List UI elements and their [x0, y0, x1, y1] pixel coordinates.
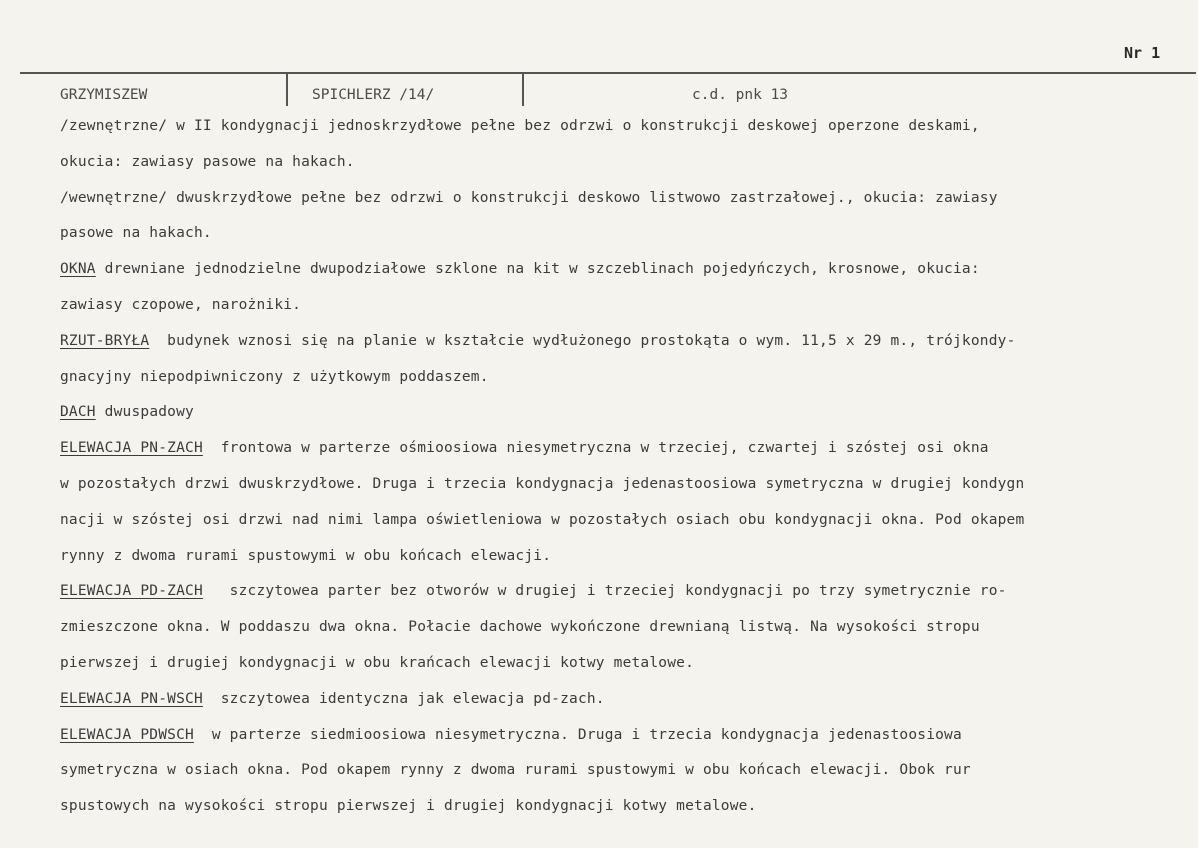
text-line	[60, 476, 1024, 492]
text-line	[60, 548, 551, 564]
line-text: okucia: zawiasy pasowe na hakach.	[60, 153, 355, 170]
section-label: ELEWACJA PD-ZACH	[60, 583, 203, 600]
line-text: pasowe na hakach.	[60, 225, 212, 242]
section-label: OKNA	[60, 261, 96, 278]
section-label: DACH	[60, 404, 96, 421]
text-line	[60, 118, 980, 134]
text-line	[60, 190, 998, 206]
line-text: frontowa w parterze ośmioosiowa niesymetryczna w trzeciej, czwartej i szóstej osi okna	[202, 440, 989, 457]
text-line	[60, 798, 757, 814]
text-line	[60, 512, 1024, 528]
section-label: ELEWACJA PN-WSCH	[60, 690, 203, 707]
text-line	[60, 691, 605, 707]
header-rule	[20, 72, 1196, 74]
text-line	[60, 583, 1007, 599]
section-label: RZUT-BRYŁA	[60, 332, 150, 349]
text-line	[60, 225, 212, 241]
text-line	[60, 369, 489, 385]
header-continuation: c.d. pnk 13	[692, 87, 789, 103]
line-text: nacji w szóstej osi drzwi nad nimi lampa oświetleniowa w pozostałych osiach obu kondygnacji okna. Pod okapem	[60, 511, 1025, 528]
header-object: SPICHLERZ /14/	[312, 87, 435, 103]
line-text: spustowych na wysokości stropu pierwszej i drugiej kondygnacji kotwy metalowe.	[60, 798, 757, 815]
text-line	[60, 404, 194, 420]
text-line	[60, 440, 989, 456]
text-line	[60, 655, 694, 671]
text-line	[60, 154, 355, 170]
text-line	[60, 333, 1016, 349]
text-line	[60, 727, 962, 743]
line-text: w parterze siedmioosiowa niesymetryczna. Druga i trzecia kondygnacja jedenastoosiowa	[193, 726, 962, 743]
text-line	[60, 261, 980, 277]
line-text: /wewnętrzne/ dwuskrzydłowe pełne bez odrzwi o konstrukcji deskowo listwowo zastrzałowej., okucia: zawiasy	[60, 189, 998, 206]
section-label: ELEWACJA PN-ZACH	[60, 440, 203, 457]
line-text: drewniane jednodzielne dwupodziałowe szklone na kit w szczeblinach pojedyńczych, krosnowe, okucia:	[95, 261, 980, 278]
line-text: zawiasy czopowe, narożniki.	[60, 297, 302, 313]
card-number: Nr 1	[1124, 44, 1161, 62]
line-text: zmieszczone okna. W poddaszu dwa okna. Połacie dachowe wykończone drewnianą listwą. Na wysokości stropu	[60, 619, 980, 636]
header-place: GRZYMISZEW	[60, 87, 148, 103]
line-text: rynny z dwoma rurami spustowymi w obu końcach elewacji.	[60, 547, 552, 564]
section-label: ELEWACJA PDWSCH	[60, 726, 194, 743]
line-text: szczytowea identyczna jak elewacja pd-zach.	[202, 690, 605, 707]
line-text: gnacyjny niepodpiwniczony z użytkowym poddaszem.	[60, 368, 489, 385]
header-divider	[522, 72, 524, 106]
line-text: szczytowea parter bez otworów w drugiej i trzeciej kondygnacji po trzy symetrycznie ro-	[202, 583, 1007, 600]
text-line	[60, 619, 980, 635]
line-text: pierwszej i drugiej kondygnacji w obu krańcach elewacji kotwy metalowe.	[60, 655, 695, 671]
text-line	[60, 762, 971, 778]
header-divider	[286, 72, 288, 106]
line-text: w pozostałych drzwi dwuskrzydłowe. Druga i trzecia kondygnacja jedenastoosiowa symetryczna w drugiej kondygn	[60, 476, 1025, 492]
text-line	[60, 297, 301, 313]
line-text: symetryczna w osiach okna. Pod okapem rynny z dwoma rurami spustowymi w obu końcach elewacji. Obok rur	[60, 762, 971, 779]
line-text: dwuspadowy	[95, 404, 194, 421]
line-text: /zewnętrzne/ w II kondygnacji jednoskrzydłowe pełne bez odrzwi o konstrukcji deskowej operzone deskami,	[60, 118, 980, 134]
line-text: budynek wznosi się na planie w kształcie wydłużonego prostokąta o wym. 11,5 x 29 m., trójkondy-	[149, 332, 1016, 349]
